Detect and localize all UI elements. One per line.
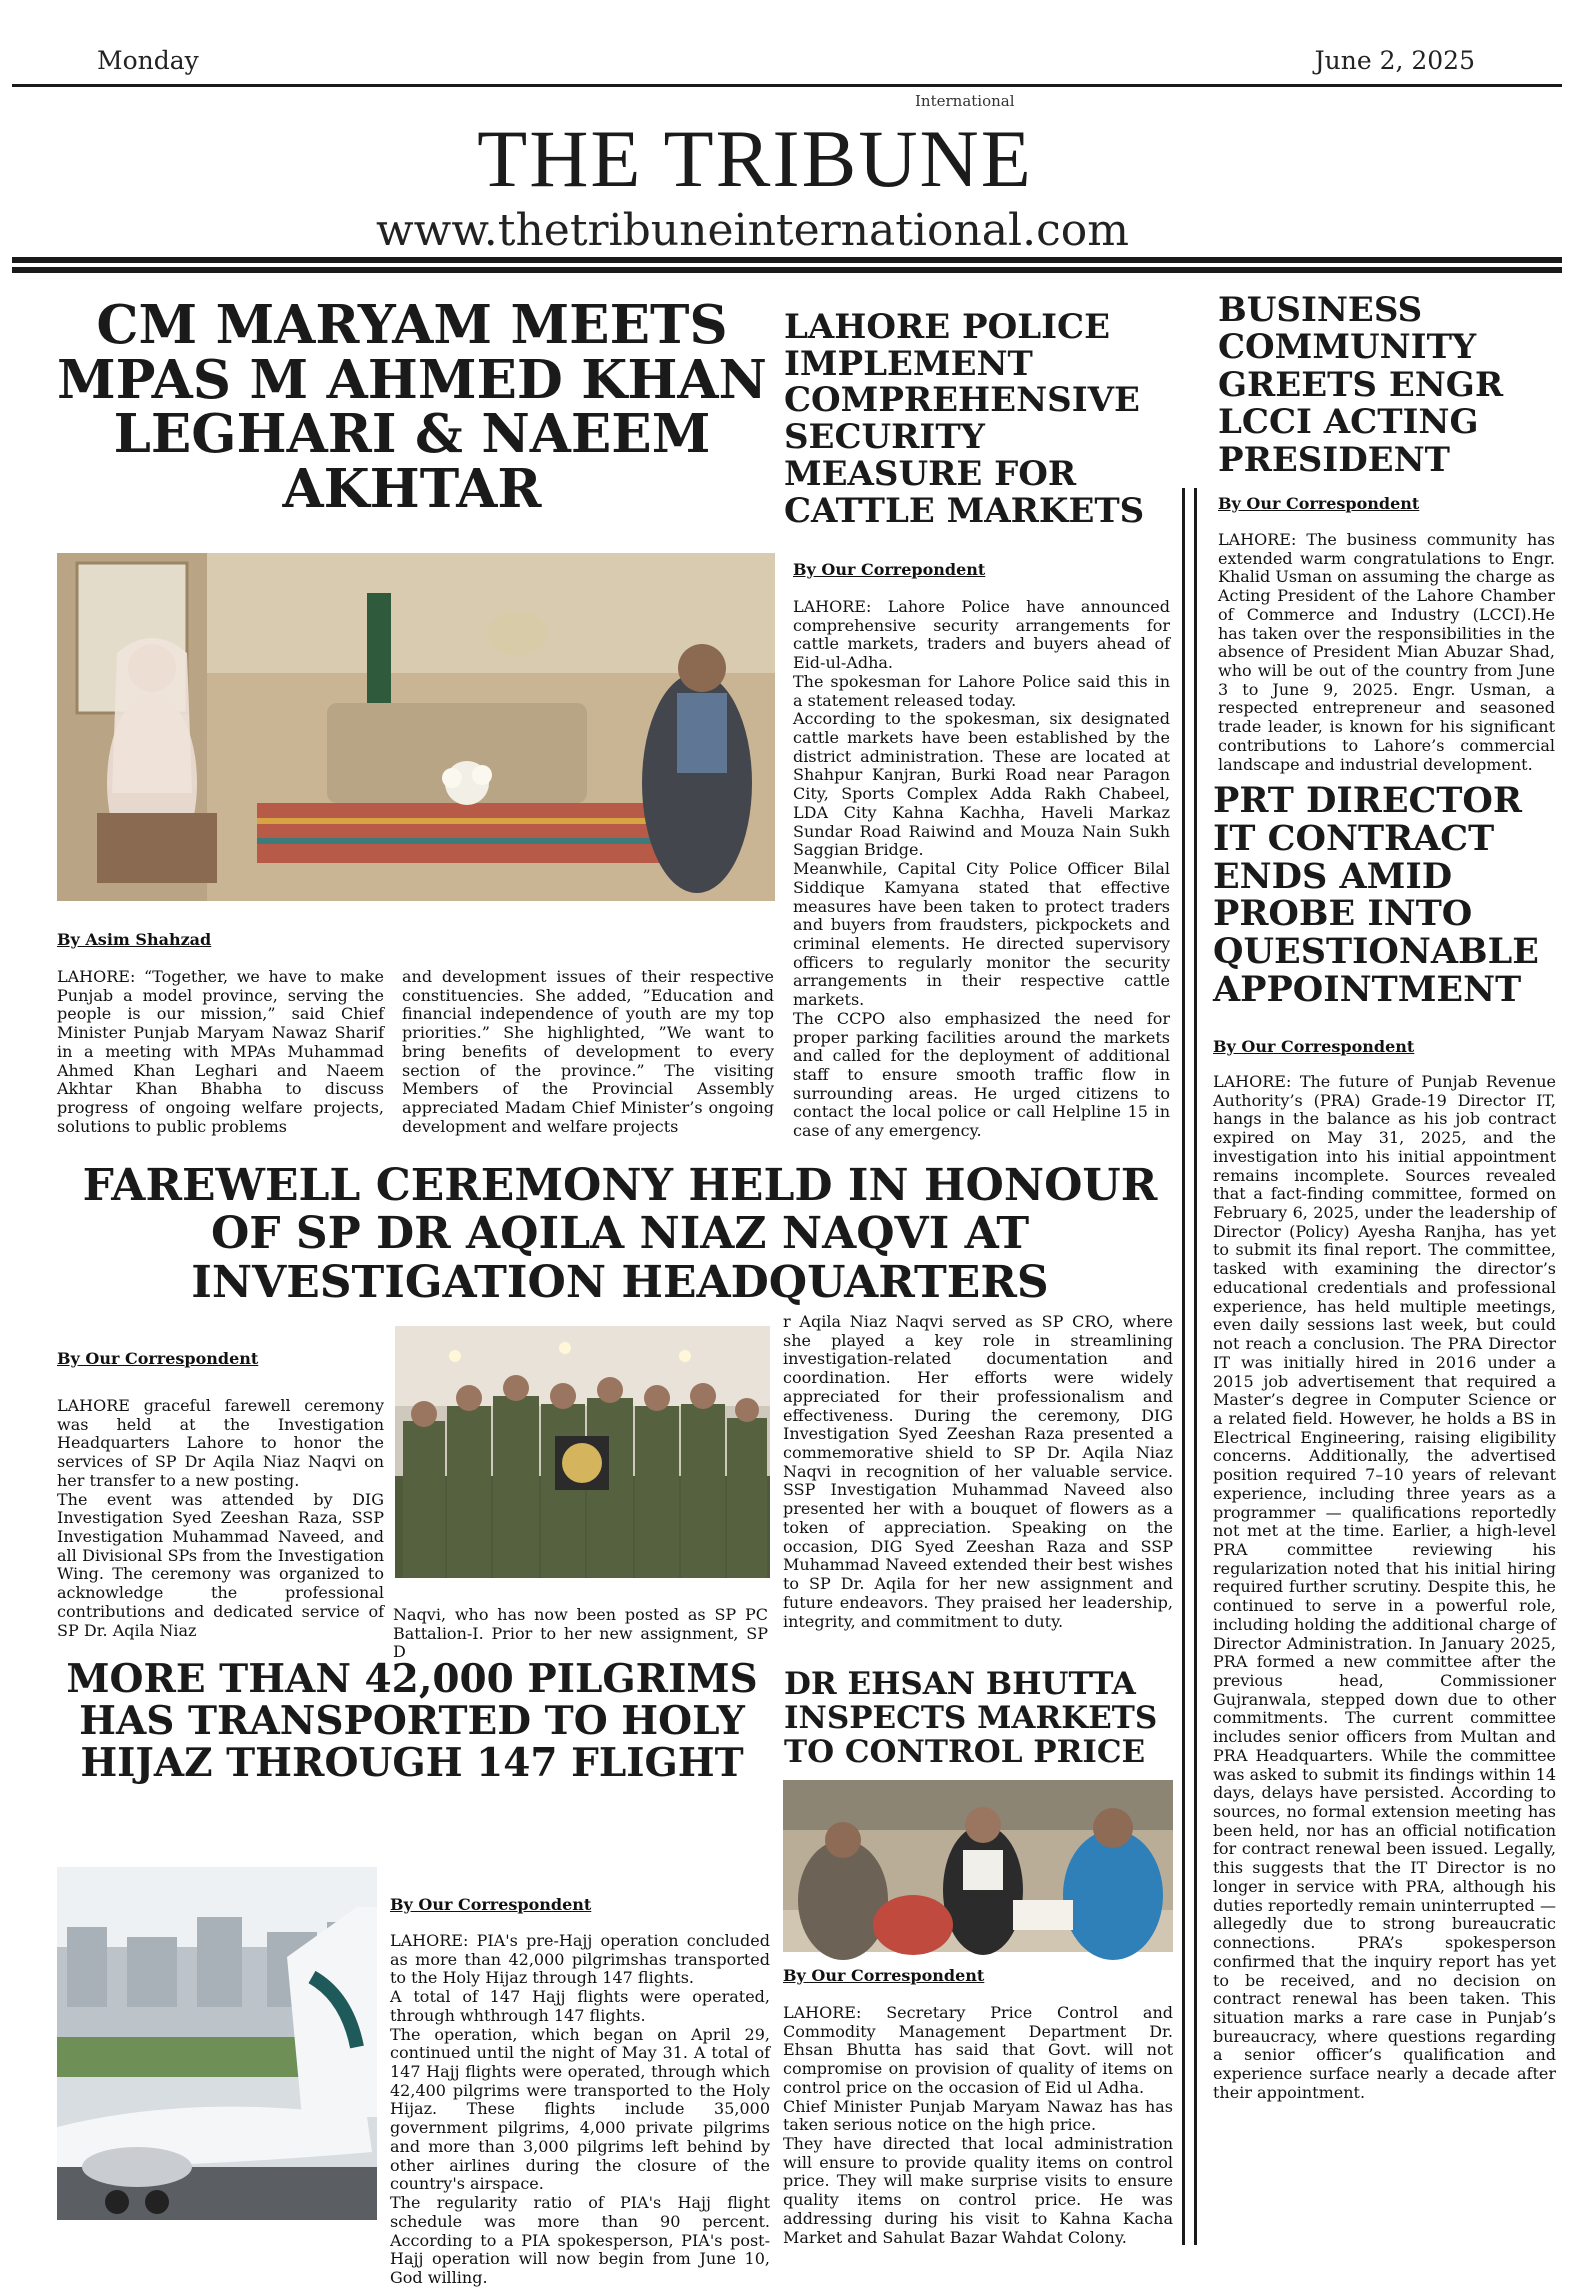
body-ehsan: [783, 2004, 1173, 2247]
body-cm-maryam-col1: LAHORE: “Together, we have to make Punjab a model province, serving the people is our mission,” said Chief Minister Punjab Maryam Nawaz Sharif in a meeting with MPAs Muhammad Ahmed Khan Leghari and Naeem Akhtar Khan Bhabha to discuss progress of ongoing welfare projects, solutions to public problems: [57, 967, 384, 1136]
byline-cm-maryam: By Asim Shahzad: [57, 930, 212, 949]
paragraph: A total of 147 Hajj flights were operated, through whthrough 147 flights.: [390, 1987, 770, 2025]
headline-pilgrims: MORE THAN 42,000 PILGRIMS HAS TRANSPORTED TO HOLY HIJAZ THROUGH 147 FLIGHT: [66, 1656, 758, 1787]
paragraph: The event was attended by DIG Investigation Syed Zeeshan Raza, SSP Investigation Muhammad Naveed, and all Divisional SPs from the Investigation Wing. The ceremony was organized to acknowledge the professional contributions and dedicated service of SP Dr. Aqila Niaz: [57, 1489, 384, 1640]
masthead-title: THE TRIBUNE: [477, 113, 1033, 204]
masthead-rule-1: [12, 257, 1562, 263]
byline-lahore-police: By Our Correpondent: [793, 560, 986, 579]
photo-pia-aircraft: [57, 1867, 377, 2220]
body-cm-maryam-col2: and development issues of their respective constituencies. She added, ”Education and financial independence of youth are my top priorities.” She highlighted, ”We want to bring benefits of development to every section of the province.” The visiting Members of the Provincial Assembly appreciated Madam Chief Minister’s ongoing development and welfare projects: [402, 967, 774, 1136]
headline-prt: PRT DIRECTOR IT CONTRACT ENDS AMID PROBE INTO QUESTIONABLE APPOINTMENT: [1213, 780, 1539, 1010]
photo-cm-meeting: [57, 553, 775, 901]
column-divider-1: [1182, 488, 1185, 2245]
photo-farewell-ceremony: [395, 1326, 770, 1578]
body-lahore-police: [793, 598, 1170, 1141]
paragraph: LAHORE: PIA's pre-Hajj operation concluded as more than 42,000 pilgrimshas transported to the Holy Hijaz through 147 flights.: [390, 1931, 770, 1988]
byline-business: By Our Correspondent: [1218, 494, 1420, 513]
headline-lahore-police: LAHORE POLICE IMPLEMENT COMPREHENSIVE SECURITY MEASURE FOR CATTLE MARKETS: [784, 307, 1145, 531]
paragraph: According to the spokesman, six designated cattle markets have been established by the district administration. These are located at Shahpur Kanjran, Burki Road near Paragon City, Sports Complex Adda Rakh Chabeel, LDA City Kahna Kachha, Haveli Markaz Sundar Road Raiwind and Mouza Nain Sukh Saggian Bridge.: [793, 709, 1170, 860]
paragraph: The regularity ratio of PIA's Hajj flight schedule was more than 90 percent. According to a PIA spokesperson, PIA's post-Hajj operation will now begin from June 10, God willing.: [390, 2193, 770, 2287]
body-farewell-middle: Naqvi, who has now been posted as SP PC Battalion-I. Prior to her new assignment, SP D: [393, 1605, 768, 1662]
byline-ehsan: By Our Correspondent: [783, 1966, 985, 1985]
paragraph: The CCPO also emphasized the need for proper parking facilities around the markets and called for the deployment of additional staff to ensure smooth traffic flow in surrounding areas. He urged citizens to contact the local police or call Helpline 15 in case of any emergency.: [793, 1008, 1170, 1141]
masthead-date: June 2, 2025: [1314, 46, 1475, 75]
body-business: LAHORE: The business community has extended warm congratulations to Engr. Khalid Usman on assuming the charge as Acting President of the Lahore Chamber of Commerce and Industry (LCCI).He has taken over the responsibilities in the absence of President Mian Abuzar Shad, who will be out of the country from June 3 to June 9, 2025. Engr. Usman, a respected entrepreneur and seasoned trade leader, is known for his significant contributions to Lahore’s commercial landscape and industrial development.: [1218, 530, 1555, 774]
body-farewell-right: r Aqila Niaz Naqvi served as SP CRO, where she played a key role in streamlining investigation-related documentation and coordination. Her efforts were widely appreciated for their professionalism and effectiveness. During the ceremony, DIG Investigation Syed Zeeshan Raza presented a commemorative shield to SP Dr. Aqila Niaz Naqvi in recognition of her valuable service. SSP Investigation Muhammad Naveed also presented her with a bouquet of flowers as a token of appreciation. Speaking on the occasion, DIG Syed Zeeshan Raza and SSP Muhammad Naveed extended their best wishes to SP Dr. Aqila for her new assignment and future endeavors. They praised her leadership, integrity, and commitment to duty.: [783, 1312, 1173, 1631]
masthead-top-rule: [12, 84, 1562, 87]
photo-market-inspection: [783, 1780, 1173, 1952]
paragraph: The spokesman for Lahore Police said this in a statement released today.: [793, 671, 1170, 710]
body-prt: LAHORE: The future of Punjab Revenue Authority’s (PRA) Grade-19 Director IT, hangs in the balance as his job contract expired on May 31, 2025, and the investigation into his initial appointment remains incomplete. Sources revealed that a fact-finding committee, formed on February 6, 2025, under the leadership of Director (Policy) Ayesha Ranjha, has yet to submit its final report. The committee, tasked with examining the director’s educational credentials and professional experience, has held multiple meetings, even daily sessions last week, but could not reach a conclusion. The PRA Director IT was initially hired in 2016 under a 2015 job advertisement that required a Master’s degree in Computer Science or a related field. However, he holds a BS in Electrical Engineering, raising eligibility concerns. Additionally, the advertised position required 7–10 years of relevant experience, including three years as a programmer — qualifications reportedly not met at the time. Earlier, a high-level PRA committee reviewing his regularization noted that his initial hiring required further scrutiny. Despite this, he continued to serve in a powerful role, including holding the additional charge of Director Administration. In January 2025, PRA formed a new committee after the previous head, Commissioner Gujranwala, stepped down due to other commitments. The current committee includes senior officers from Multan and PRA Headquarters. While the committee was asked to submit its findings within 14 days, delays have persisted. According to sources, no formal extension meeting has been held, nor has an official notification for contract renewal been issued. Legally, this suggests that the IT Director is no longer in service with PRA, although his duties reportedly remain uninterrupted — allegedly due to strong bureaucratic connections. PRA’s spokesperson confirmed that the inquiry report has yet to be received, and no decision on contract renewal has been taken. This situation marks a rare case in Punjab’s bureaucracy, where questions regarding a senior officer’s qualification and experience surface nearly a decade after their appointment.: [1213, 1072, 1556, 2102]
masthead-url[interactable]: www.thetribuneinternational.com: [376, 205, 1129, 256]
paragraph: LAHORE graceful farewell ceremony was held at the Investigation Headquarters Lahore to honor the services of SP Dr Aqila Niaz Naqvi on her transfer to a new posting.: [57, 1396, 384, 1490]
paragraph: Chief Minister Punjab Maryam Nawaz has has taken serious notice on the high price.: [783, 2096, 1173, 2135]
headline-cm-maryam: CM MARYAM MEETS MPAS M AHMED KHAN LEGHARI & NAEEM AKHTAR: [56, 294, 767, 520]
masthead-day: Monday: [97, 46, 199, 75]
body-farewell-left: [57, 1397, 384, 1640]
paragraph: LAHORE: Lahore Police have announced comprehensive security arrangements for cattle markets, traders and buyers ahead of Eid-ul-Adha.: [793, 597, 1170, 673]
paragraph: Meanwhile, Capital City Police Officer Bilal Siddique Kamyana stated that effective measures have been taken to protect traders and buyers from fraudsters, pickpockets and criminal elements. He directed supervisory officers to regularly monitor the security arrangements in their respective cattle markets.: [793, 859, 1170, 1010]
headline-farewell: FAREWELL CEREMONY HELD IN HONOUR OF SP DR AQILA NIAZ NAQVI AT INVESTIGATION HEADQUARTERS: [82, 1160, 1158, 1308]
masthead-edition: International: [915, 92, 1015, 110]
column-divider-2: [1194, 488, 1197, 2245]
body-pilgrims: [390, 1932, 770, 2288]
paragraph: They have directed that local administration will ensure to provide quality items on control price. They will make surprise visits to ensure quality items on control price. He was addressing during his visit to Kahna Kacha Market and Sahulat Bazar Wahdat Colony.: [783, 2134, 1173, 2247]
headline-business: BUSINESS COMMUNITY GREETS ENGR LCCI ACTING PRESIDENT: [1218, 290, 1504, 480]
paragraph: The operation, which began on April 29, continued until the night of May 31. A total of 147 Hajj flights were operated, through which 42,400 pilgrims were transported to the Holy Hijaz. These flights include 35,000 government pilgrims, 4,000 private pilgrims and more than 3,000 pilgrims left behind by other airlines during the closure of the country's airspace.: [390, 2024, 770, 2194]
byline-pilgrims: By Our Correspondent: [390, 1895, 592, 1914]
masthead-rule-2: [12, 267, 1562, 273]
byline-farewell: By Our Correspondent: [57, 1349, 259, 1368]
paragraph: LAHORE: Secretary Price Control and Commodity Management Department Dr. Ehsan Bhutta has said that Govt. will not compromise on provision of quality of items on control price on the occasion of Eid ul Adha.: [783, 2003, 1173, 2097]
headline-ehsan: DR EHSAN BHUTTA INSPECTS MARKETS TO CONTROL PRICE: [784, 1666, 1158, 1771]
byline-prt: By Our Correspondent: [1213, 1037, 1415, 1056]
